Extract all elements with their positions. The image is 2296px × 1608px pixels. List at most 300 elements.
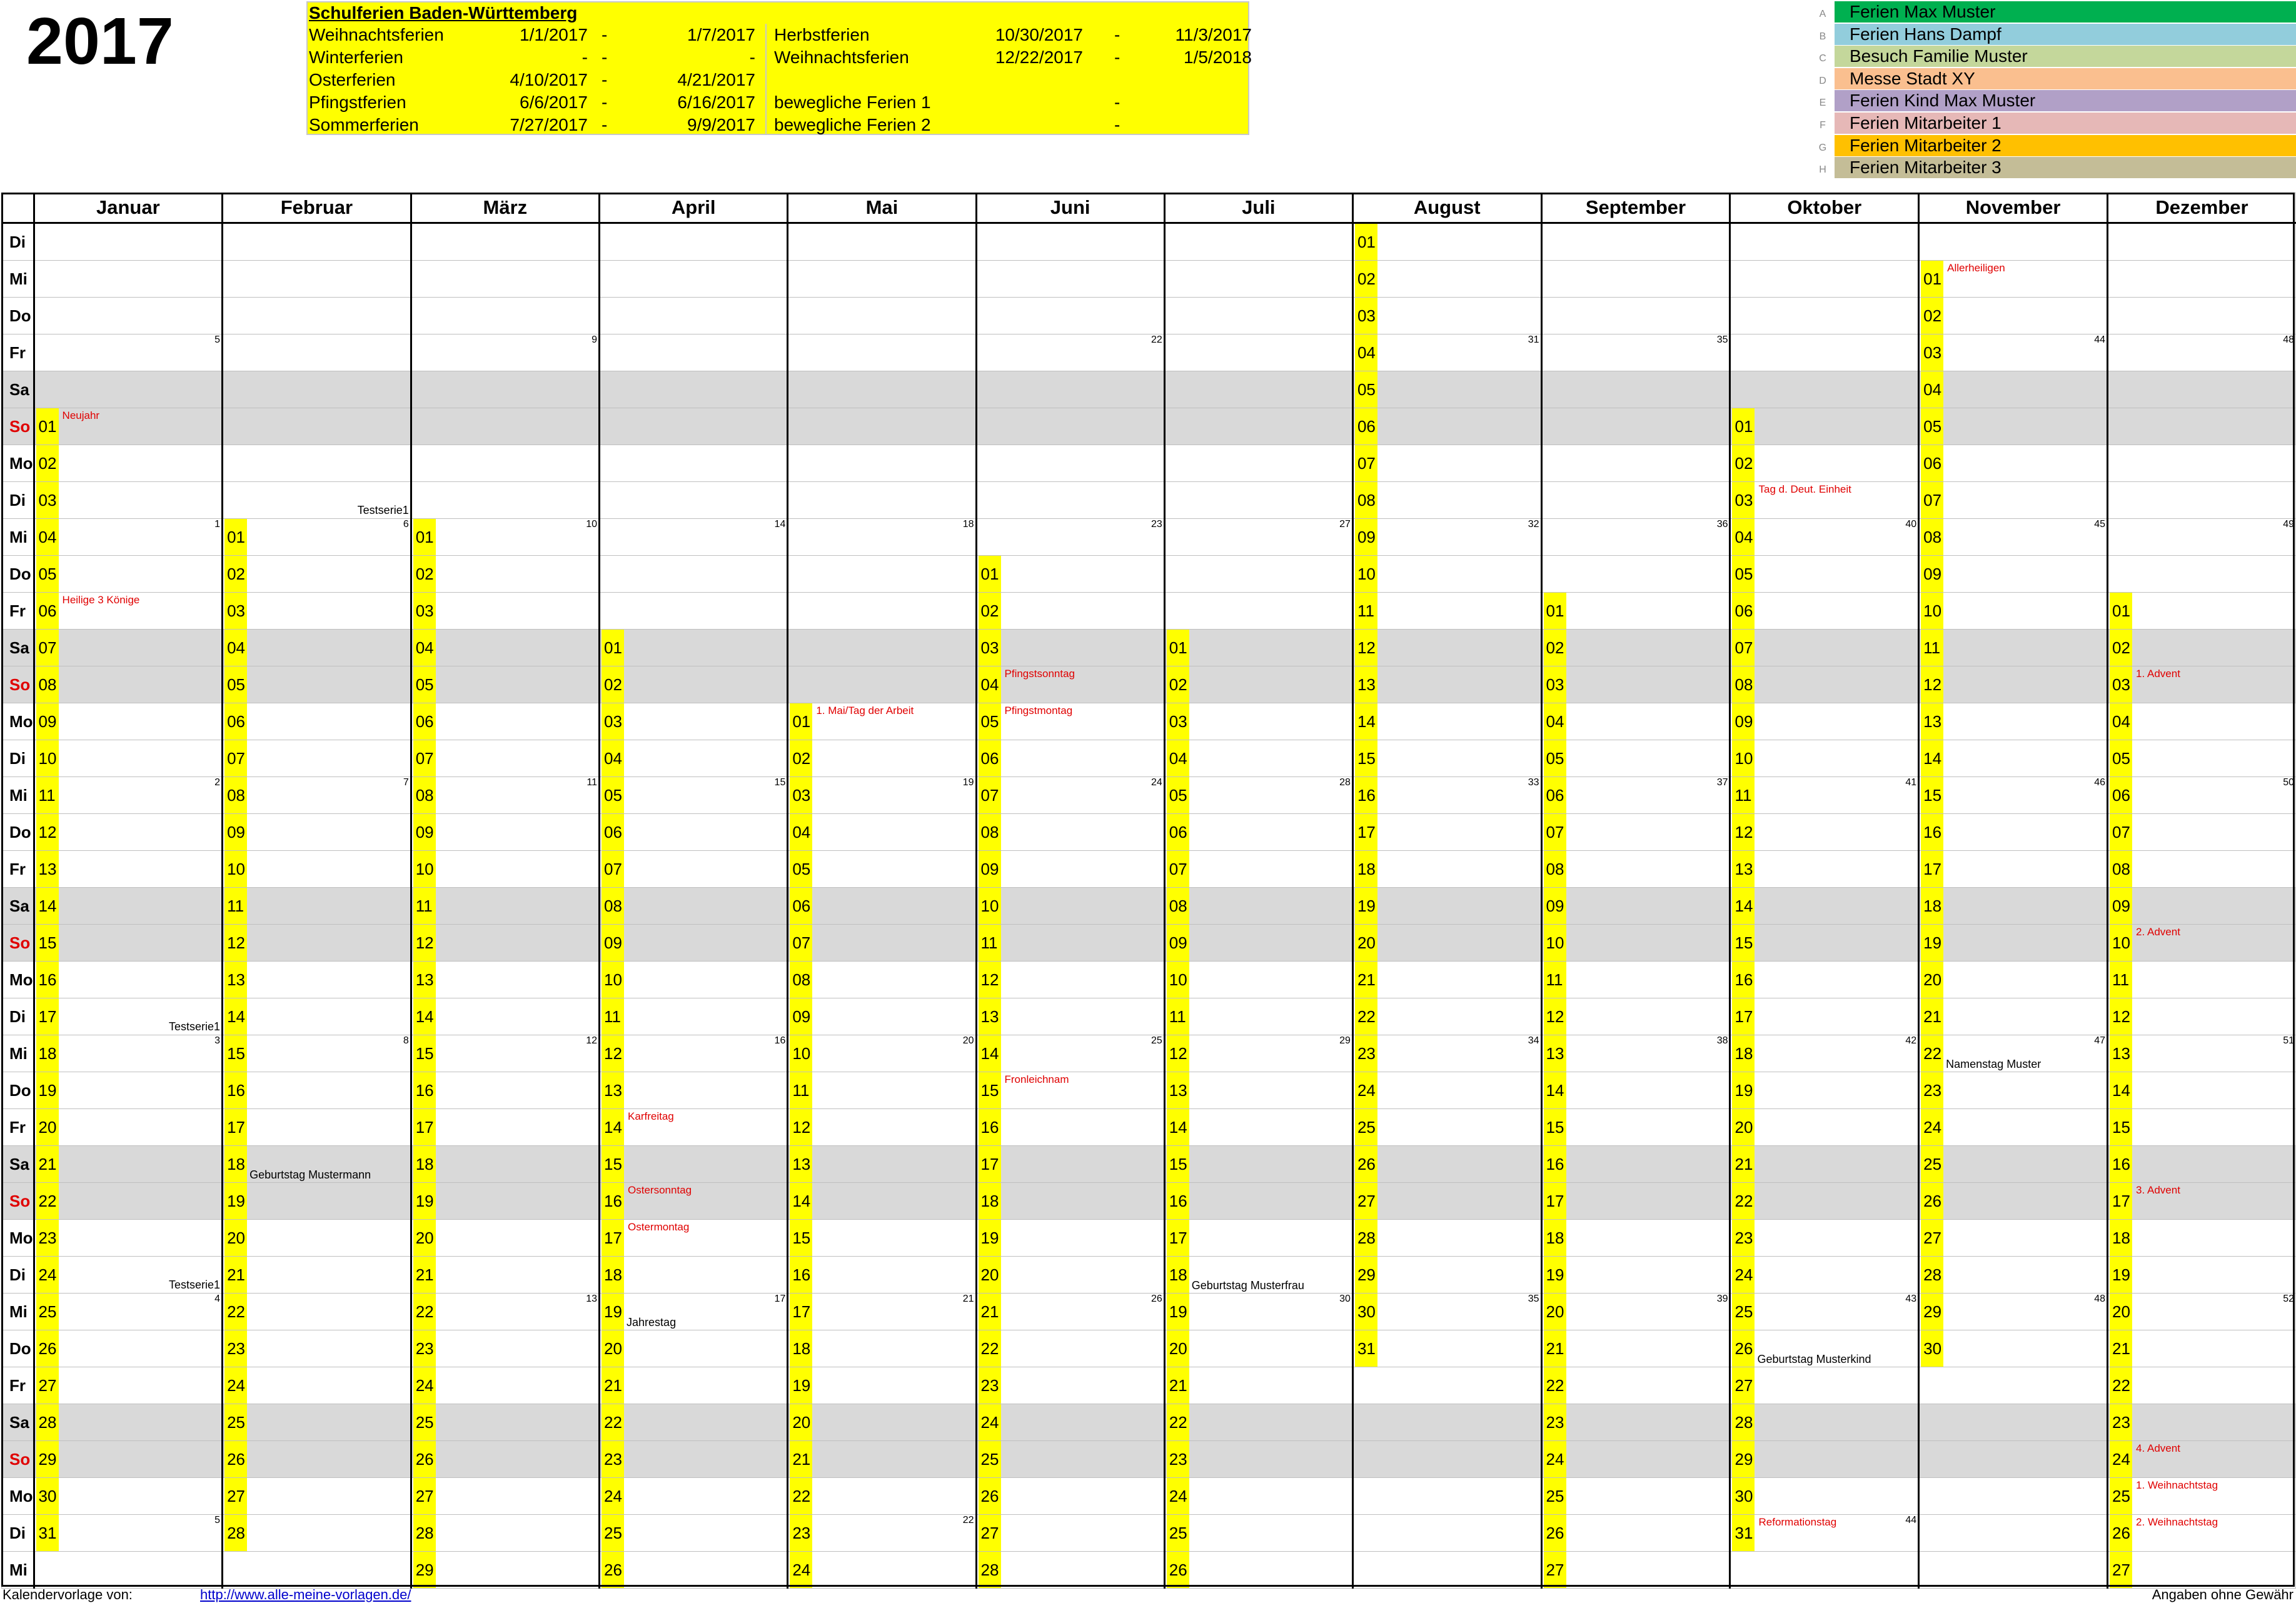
day-number: 21 [224,1257,247,1293]
day-cell [600,1220,788,1257]
day-number: 19 [2110,1257,2132,1293]
day-number: 11 [1167,998,1189,1035]
day-number: 02 [1921,298,1943,334]
day-number: 07 [1921,482,1943,518]
day-cell [1730,298,1919,334]
day-cell [1164,371,1352,408]
day-number: 06 [1167,814,1189,850]
day-number: 04 [602,740,624,776]
week-number: 43 [1905,1294,1917,1304]
day-number: 20 [1355,925,1377,961]
day-cell [1919,1367,2108,1404]
day-number: 22 [1732,1183,1755,1219]
day-cell [1541,298,1730,334]
weekday-label: So [2,1441,34,1478]
day-cell [1541,519,1730,556]
day-number: 08 [224,777,247,813]
day-cell [1352,1035,1541,1072]
day-cell [1164,1330,1352,1367]
day-cell [1541,1552,1730,1589]
day-number: 07 [2110,814,2132,850]
day-number: 05 [2110,740,2132,776]
corner-cell [2,193,34,223]
day-cell [1730,1367,1919,1404]
day-number: 14 [602,1109,624,1145]
day-number: 14 [413,998,436,1035]
day-cell [223,261,411,298]
day-number: 13 [224,962,247,998]
day-number: 21 [790,1441,812,1477]
day-cell [1541,1404,1730,1441]
holiday-row [308,91,1248,114]
day-cell [788,298,976,334]
day-number: 06 [1921,445,1943,481]
day-number: 06 [602,814,624,850]
day-cell [1730,1109,1919,1146]
day-cell [1541,223,1730,261]
day-number: 10 [1921,593,1943,629]
day-cell [1164,519,1352,556]
day-number: 17 [602,1220,624,1256]
day-number: 03 [790,777,812,813]
day-number: 21 [602,1367,624,1404]
day-number: 29 [1732,1441,1755,1477]
day-cell [600,814,788,851]
day-number: 22 [979,1330,1001,1367]
day-number: 13 [979,998,1001,1035]
day-cell [976,1183,1164,1220]
day-cell [1919,666,2108,703]
day-cell [976,1404,1164,1441]
day-number: 11 [1544,962,1566,998]
day-cell [1730,740,1919,777]
calendar-grid [1,193,2296,1589]
day-cell [1919,962,2108,998]
day-cell [1730,371,1919,408]
day-cell [1164,593,1352,630]
day-number: 18 [790,1330,812,1367]
day-number: 16 [36,962,59,998]
day-cell [1919,1552,2108,1589]
day-number: 10 [2110,925,2132,961]
day-cell [223,1257,411,1294]
day-number: 07 [790,925,812,961]
day-cell [1352,1478,1541,1515]
day-cell [1352,1109,1541,1146]
day-cell [788,519,976,556]
day-cell [34,334,223,371]
day-cell [1541,814,1730,851]
day-cell [2108,556,2296,593]
day-number: 21 [1732,1146,1755,1182]
day-number: 09 [1732,703,1755,740]
day-cell [1352,666,1541,703]
day-number: 11 [1355,593,1377,629]
day-number: 07 [979,777,1001,813]
calendar-row [2,445,2296,482]
day-number: 15 [602,1146,624,1182]
weekday-label: Do [2,1330,34,1367]
day-cell [1919,740,2108,777]
day-number: 04 [1732,519,1755,555]
day-number: 10 [224,851,247,887]
day-cell [411,1294,599,1330]
day-cell [411,1478,599,1515]
week-number: 17 [774,1294,786,1304]
day-cell [1919,556,2108,593]
day-number: 10 [36,740,59,776]
legend-letter: A [1819,9,1826,19]
holiday-label: 1. Weihnachtstag [2136,1479,2218,1491]
day-cell [1352,1441,1541,1478]
day-cell [411,482,599,519]
day-cell [2108,1478,2296,1515]
holiday-name: Pfingstferien [309,93,406,112]
day-cell [1730,1220,1919,1257]
week-number: 37 [1716,777,1728,788]
day-number: 23 [2110,1404,2132,1440]
day-number: 08 [1921,519,1943,555]
day-number: 22 [1544,1367,1566,1404]
day-cell [411,1109,599,1146]
calendar-row [2,1552,2296,1589]
day-cell [1352,998,1541,1035]
day-number: 07 [1355,445,1377,481]
week-number: 7 [403,777,409,788]
day-cell [411,334,599,371]
day-cell [1352,740,1541,777]
day-number: 29 [1921,1294,1943,1330]
week-number: 46 [2094,777,2106,788]
year-title: 2017 [26,4,174,78]
day-cell [1919,593,2108,630]
day-cell [411,1257,599,1294]
day-number: 14 [1355,703,1377,740]
day-cell [2108,962,2296,998]
week-number: 27 [1339,519,1351,530]
day-cell [1919,1294,2108,1330]
week-number: 8 [403,1035,409,1046]
week-number: 13 [586,1294,598,1304]
day-number: 04 [979,666,1001,703]
day-cell [223,593,411,630]
day-cell [1730,962,1919,998]
day-cell [1164,261,1352,298]
day-cell [34,740,223,777]
day-cell [1352,408,1541,445]
day-cell [600,1441,788,1478]
day-number: 29 [36,1441,59,1477]
week-number: 41 [1905,777,1917,788]
day-number: 29 [413,1552,436,1588]
calendar-row [2,1035,2296,1072]
day-cell [2108,371,2296,408]
day-cell [1352,1330,1541,1367]
day-cell [1919,1183,2108,1220]
holiday-dash: - [602,48,608,67]
day-number: 26 [1355,1146,1377,1182]
calendar-row [2,1257,2296,1294]
day-cell [2108,998,2296,1035]
day-cell [34,1146,223,1183]
day-number: 24 [1732,1257,1755,1293]
day-number: 05 [224,666,247,703]
weekday-label: Sa [2,1146,34,1183]
day-cell [1164,740,1352,777]
day-number: 14 [2110,1072,2132,1108]
day-cell [411,1404,599,1441]
day-cell [976,1441,1164,1478]
day-cell [976,962,1164,998]
day-cell [1541,703,1730,740]
holiday-dash: - [602,115,608,134]
day-cell [34,223,223,261]
day-cell [976,703,1164,740]
day-number: 25 [2110,1478,2132,1514]
holiday-to: 4/21/2017 [677,70,755,89]
day-cell [34,777,223,814]
day-number: 01 [790,703,812,740]
day-cell [1352,334,1541,371]
day-number: 06 [413,703,436,740]
day-number: 11 [413,888,436,924]
day-cell [34,703,223,740]
day-number: 13 [413,962,436,998]
day-number: 07 [602,851,624,887]
day-number: 17 [1921,851,1943,887]
day-number: 05 [979,703,1001,740]
weekday-label: Mi [2,261,34,298]
day-cell [1164,666,1352,703]
day-number: 21 [979,1294,1001,1330]
day-number: 12 [1355,630,1377,666]
weekday-label: Fr [2,334,34,371]
day-cell [2108,666,2296,703]
day-number: 03 [1167,703,1189,740]
day-number: 10 [602,962,624,998]
holiday-to: 1/7/2017 [687,25,755,44]
day-cell [1541,962,1730,998]
day-cell [34,556,223,593]
day-cell [1164,482,1352,519]
day-number: 06 [790,888,812,924]
day-number: 11 [2110,962,2132,998]
day-cell [1352,1515,1541,1552]
day-cell [1541,408,1730,445]
holiday-dash: - [602,70,608,89]
day-cell [1919,334,2108,371]
day-number: 11 [602,998,624,1035]
week-number: 21 [962,1294,974,1304]
day-cell [1541,851,1730,888]
day-cell [1352,1146,1541,1183]
day-number: 27 [224,1478,247,1514]
day-number: 27 [1544,1552,1566,1588]
test-series-label: Testserie1 [169,1279,221,1291]
day-number: 25 [1732,1294,1755,1330]
day-number: 05 [413,666,436,703]
day-cell [223,1035,411,1072]
day-cell [1164,962,1352,998]
day-cell [1164,925,1352,962]
day-cell [34,482,223,519]
day-number: 28 [1921,1257,1943,1293]
day-number: 25 [224,1404,247,1440]
day-number: 09 [1355,519,1377,555]
day-cell [2108,1257,2296,1294]
day-number: 22 [1355,998,1377,1035]
day-cell [600,1478,788,1515]
day-cell [1919,371,2108,408]
day-cell [600,408,788,445]
day-number: 04 [1355,334,1377,371]
day-cell [411,408,599,445]
week-number: 38 [1716,1035,1728,1046]
week-number: 25 [1151,1035,1162,1046]
holiday-name: Winterferien [309,48,403,67]
day-cell [223,1146,411,1183]
day-number: 01 [1921,261,1943,297]
day-cell [1730,445,1919,482]
week-number: 44 [2094,334,2106,345]
holiday-dash: - [1114,48,1120,67]
weekday-label: Sa [2,888,34,925]
day-cell [34,1367,223,1404]
weekday-label: Mo [2,962,34,998]
day-cell [600,445,788,482]
day-cell [600,223,788,261]
day-number: 04 [2110,703,2132,740]
day-cell [223,1552,411,1589]
month-header-5: Mai [788,193,976,223]
day-number: 02 [979,593,1001,629]
day-number: 13 [1544,1035,1566,1072]
day-cell [223,998,411,1035]
day-cell [600,1294,788,1330]
day-number: 02 [1167,666,1189,703]
day-cell [1164,1441,1352,1478]
day-cell [1919,482,2108,519]
weekday-label: Sa [2,371,34,408]
day-cell [1919,1109,2108,1146]
month-header-3: März [411,193,599,223]
day-cell [1352,1257,1541,1294]
day-cell [34,1257,223,1294]
day-cell [223,1478,411,1515]
holiday-to: - [749,48,755,67]
calendar-row [2,814,2296,851]
weekday-label: So [2,925,34,962]
day-cell [2108,1552,2296,1589]
day-number: 17 [36,998,59,1035]
day-number: 14 [790,1183,812,1219]
day-cell [1541,593,1730,630]
day-cell [976,851,1164,888]
day-number: 11 [790,1072,812,1108]
day-number: 12 [1167,1035,1189,1072]
day-number: 17 [1544,1183,1566,1219]
day-number: 10 [1732,740,1755,776]
day-cell [976,408,1164,445]
day-number: 11 [1921,630,1943,666]
day-cell [976,814,1164,851]
day-cell [788,1183,976,1220]
day-number: 26 [2110,1515,2132,1551]
day-cell [411,223,599,261]
weekday-label: Fr [2,851,34,888]
day-cell [1164,851,1352,888]
day-number: 08 [413,777,436,813]
day-number: 11 [224,888,247,924]
day-cell [411,666,599,703]
day-cell [1730,888,1919,925]
day-number: 24 [1921,1109,1943,1145]
month-header-9: September [1541,193,1730,223]
week-number: 24 [1151,777,1162,788]
day-number: 23 [1167,1441,1189,1477]
school-holidays-title: Schulferien Baden-Württemberg [309,3,578,23]
holiday-from: 1/1/2017 [520,25,588,44]
calendar-row [2,1330,2296,1367]
footer-link[interactable]: http://www.alle-meine-vorlagen.de/ [200,1587,411,1602]
day-number: 03 [36,482,59,518]
day-cell [1730,1072,1919,1109]
week-number: 22 [1151,334,1162,345]
day-cell [411,962,599,998]
day-cell [34,1515,223,1552]
day-cell [1164,334,1352,371]
day-number: 15 [790,1220,812,1256]
day-cell [34,1220,223,1257]
day-number: 04 [1167,740,1189,776]
week-number: 16 [774,1035,786,1046]
day-number: 02 [224,556,247,592]
day-number: 26 [1921,1183,1943,1219]
day-cell [976,998,1164,1035]
holiday-label: Tag d. Deut. Einheit [1758,483,1851,495]
holiday-dash: - [1114,93,1120,112]
calendar-row [2,1367,2296,1404]
day-cell [1919,519,2108,556]
day-cell [1541,925,1730,962]
day-number: 01 [1355,224,1377,260]
day-number: 29 [1355,1257,1377,1293]
day-cell [1919,998,2108,1035]
day-number: 22 [413,1294,436,1330]
day-cell [34,1109,223,1146]
day-cell [34,925,223,962]
day-cell [600,962,788,998]
day-number: 20 [1732,1109,1755,1145]
day-cell [976,593,1164,630]
day-cell [1730,223,1919,261]
day-number: 03 [979,630,1001,666]
day-cell [34,1072,223,1109]
day-number: 20 [36,1109,59,1145]
day-number: 02 [602,666,624,703]
day-cell [2108,334,2296,371]
calendar-row [2,482,2296,519]
day-number: 14 [979,1035,1001,1072]
holiday-name: Weihnachtsferien [309,25,444,44]
holiday-from: - [582,48,588,67]
test-series-label: Testserie1 [357,504,409,516]
day-number: 20 [602,1330,624,1367]
day-cell [1164,1220,1352,1257]
weekday-label: Do [2,1072,34,1109]
day-cell [2108,519,2296,556]
holiday-name: bewegliche Ferien 2 [774,115,931,134]
